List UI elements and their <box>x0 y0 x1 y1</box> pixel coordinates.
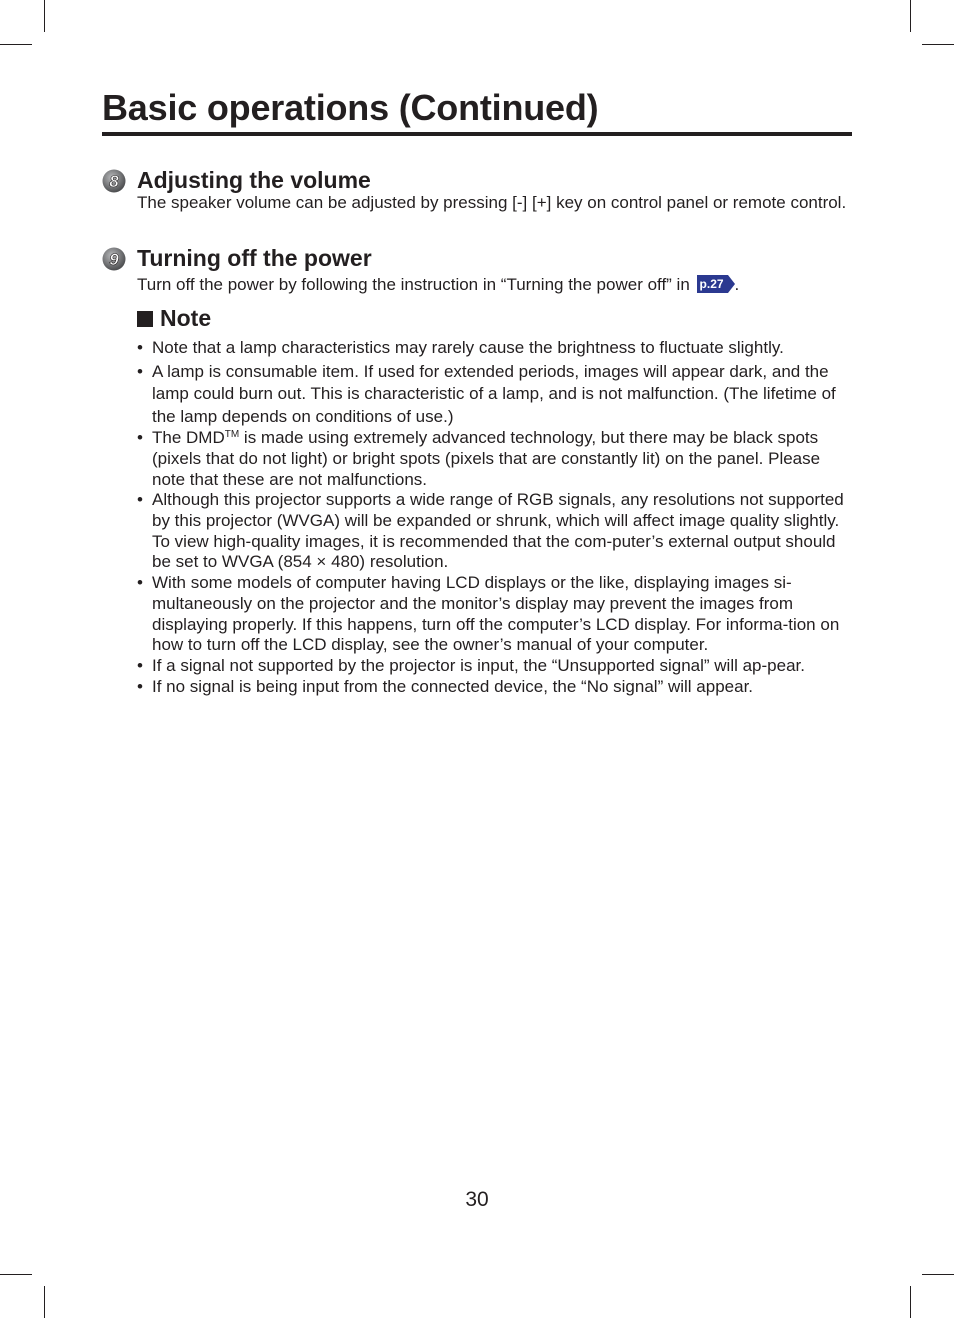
note-item-text: Although this projector supports a wide range of RGB signals, any resolutions not supported by this projector (WVGA) will be expanded or shrunk, which will affect image quality slightly. To view high-quality images, it is recommended that the com-puter’s external output should be set to WVGA (854 × 480) resolution. <box>152 490 844 572</box>
crop-mark-top-right-vertical <box>910 0 911 32</box>
note-item <box>137 338 855 359</box>
trademark-superscript: TM <box>224 429 240 441</box>
bullet: • <box>137 655 143 675</box>
title-divider <box>102 132 852 136</box>
note-list <box>137 338 855 697</box>
crop-mark-bottom-right-horizontal <box>922 1274 954 1275</box>
note-square-icon <box>137 311 153 327</box>
bullet: • <box>137 338 143 357</box>
bullet: • <box>137 490 143 510</box>
bullet: • <box>137 573 143 593</box>
section-body-end: . <box>734 275 740 294</box>
section-heading: Adjusting the volume <box>137 167 371 193</box>
note-item-text: A lamp is consumable item. If used for extended periods, images will appear dark, and the lamp could burn out. This is characteristic of a lamp, and is not malfunction. (The lifetime of the lamp depends on conditions of use.) <box>152 361 836 426</box>
number-9-icon <box>102 247 126 271</box>
page-reference-link[interactable] <box>697 275 735 293</box>
bullet: • <box>137 676 143 696</box>
number-8-label: 8 <box>109 172 119 191</box>
note-item <box>137 490 855 573</box>
note-heading-label: Note <box>160 305 212 331</box>
section-adjusting-volume <box>102 166 852 236</box>
number-9-label: 9 <box>109 250 119 269</box>
dmd-prefix: The DMD <box>152 428 225 448</box>
section-turning-off-power <box>102 244 852 300</box>
crop-mark-top-right-horizontal <box>922 44 954 45</box>
note-item <box>137 677 855 698</box>
note-item <box>137 428 855 490</box>
section-body-text: Turn off the power by following the instruction in “Turning the power off” in <box>137 275 690 294</box>
page-title: Basic operations (Continued) <box>102 87 599 128</box>
crop-mark-bottom-left-horizontal <box>0 1274 32 1275</box>
note-item <box>137 361 855 429</box>
bullet: • <box>137 361 143 381</box>
section-body <box>137 275 853 295</box>
bullet: • <box>137 428 143 448</box>
note-item-text: If no signal is being input from the connected device, the “No signal” will appear. <box>152 676 754 696</box>
note-item-text: is made using extremely advanced technology, but there may be black spots (pixels that do not light) or bright spots (pixels that are constantly lit) on the panel. Please note that these are not malfunctions. <box>152 428 821 489</box>
note-item-text: If a signal not supported by the projector is input, the “Unsupported signal” will ap-pear. <box>152 655 805 675</box>
note-item <box>137 656 855 677</box>
number-8-icon <box>102 169 126 193</box>
crop-mark-top-left-horizontal <box>0 44 32 45</box>
crop-mark-bottom-right-vertical <box>910 1286 911 1318</box>
crop-mark-bottom-left-vertical <box>44 1286 45 1318</box>
note-item-text: With some models of computer having LCD displays or the like, displaying images si-multaneously on the projector and the monitor’s display may prevent the images from displaying properly. If this happens, turn off the computer’s LCD display. For informa-tion on how to turn off the LCD display, see the owner’s manual of your computer. <box>152 573 840 655</box>
note-item-text: Note that a lamp characteristics may rarely cause the brightness to fluctuate slightly. <box>152 338 784 357</box>
note-item <box>137 573 855 656</box>
note-heading <box>137 304 211 332</box>
crop-mark-top-left-vertical <box>44 0 45 32</box>
section-heading: Turning off the power <box>137 245 372 271</box>
page-number: 30 <box>465 1188 489 1211</box>
section-body: The speaker volume can be adjusted by pressing [-] [+] key on control panel or remote control. <box>137 193 847 212</box>
page-reference-label: p.27 <box>699 276 724 291</box>
